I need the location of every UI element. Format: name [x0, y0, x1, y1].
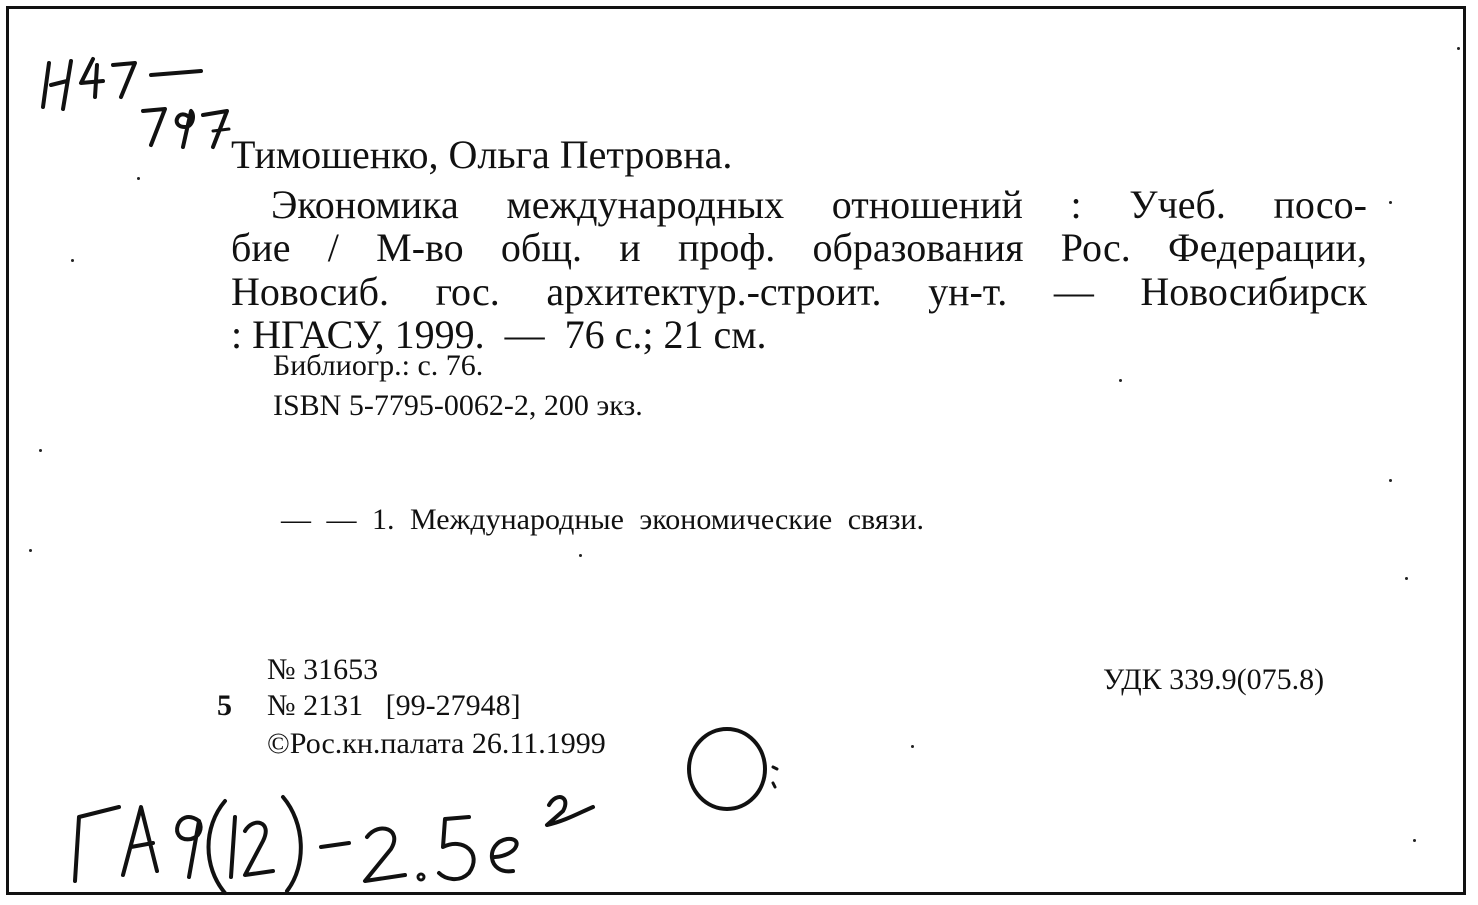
stamp-circle-mark: [677, 721, 797, 821]
word: и: [619, 225, 641, 270]
scan-speck: [29, 549, 32, 552]
bibliography-note: Библиогр.: с. 76.: [273, 349, 484, 382]
scan-speck: [1413, 839, 1416, 842]
record-number-1: № 31653: [267, 653, 379, 686]
word: Экономика: [271, 182, 459, 227]
word: международных: [506, 182, 785, 227]
word: ун-т.: [928, 269, 1008, 314]
word: Учеб.: [1129, 182, 1226, 227]
word: образования: [812, 225, 1024, 270]
scan-speck: [1389, 201, 1392, 204]
scan-speck: [1405, 577, 1408, 580]
scan-speck: [1457, 47, 1460, 50]
word: посо-: [1273, 182, 1367, 227]
scan-speck: [911, 745, 914, 748]
copyright-line: ©Рос.кн.палата 26.11.1999: [267, 727, 606, 760]
word: Рос.: [1060, 225, 1131, 270]
description-line-1: [271, 181, 1367, 228]
word: —: [1053, 269, 1094, 314]
word: /: [327, 225, 339, 270]
imprint-line: : НГАСУ, 1999. — 76 с.; 21 см.: [231, 312, 767, 357]
scan-speck: [1119, 379, 1122, 382]
subject-heading: — — 1. Международные экономические связи.: [281, 503, 925, 536]
record-number-2: № 2131 [99-27948]: [267, 689, 521, 722]
word: архитектур.-строит.: [546, 269, 882, 314]
word: М-во: [376, 225, 464, 270]
scan-speck: [1389, 479, 1392, 482]
word: Федерации,: [1168, 225, 1367, 270]
handwritten-classification-mark: [49, 777, 609, 897]
word: Новосиб.: [231, 269, 390, 314]
word: отношений: [831, 182, 1023, 227]
record-prefix: 5: [217, 689, 232, 722]
isbn-note: ISBN 5-7795-0062-2, 200 экз.: [273, 389, 643, 422]
word: общ.: [500, 225, 583, 270]
word: бие: [231, 225, 291, 270]
word: проф.: [677, 225, 776, 270]
word: :: [1070, 182, 1082, 227]
scan-speck: [579, 554, 582, 557]
scan-speck: [71, 259, 74, 262]
scan-speck: [137, 177, 140, 180]
word: Новосибирск: [1140, 269, 1367, 314]
description-line-3: [231, 268, 1367, 315]
handwritten-shelf-mark: [33, 51, 263, 161]
udc-code: УДК 339.9(075.8): [1103, 663, 1325, 696]
word: гос.: [435, 269, 500, 314]
description-line-2: [231, 224, 1367, 271]
catalog-card: [6, 6, 1466, 895]
scan-speck: [39, 449, 42, 452]
author-heading: Тимошенко, Ольга Петровна.: [231, 132, 733, 177]
